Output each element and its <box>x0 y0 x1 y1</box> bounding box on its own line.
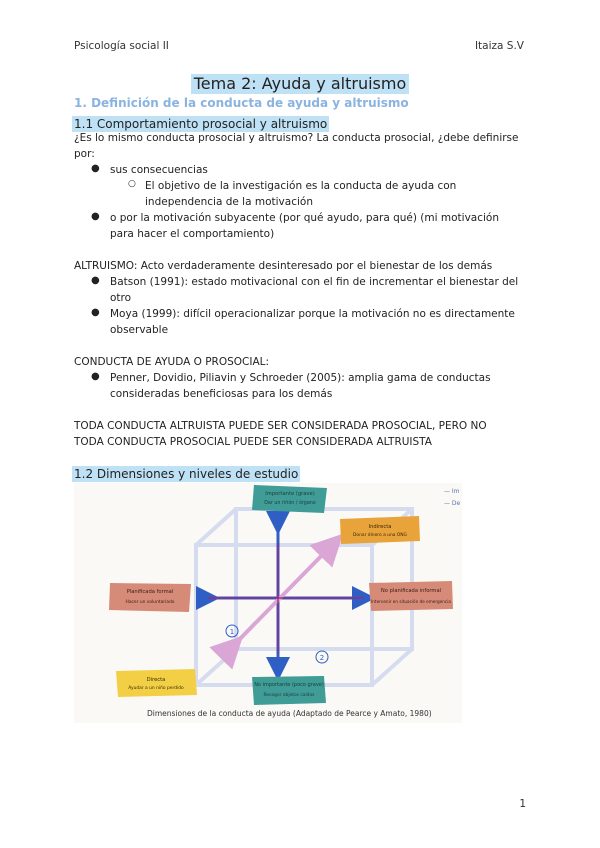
svg-text:Intervenir en situación de eme: Intervenir en situación de emergencia <box>371 599 451 604</box>
page-title: Tema 2: Ayuda y altruismo <box>191 74 410 94</box>
subsection-1-2-title: 1.2 Dimensiones y niveles de estudio <box>74 467 299 481</box>
bullet-dot: ● <box>91 307 100 318</box>
svg-text:1: 1 <box>229 628 235 636</box>
legend-1: — Im <box>444 488 460 495</box>
sub-bullet-line-1: El objetivo de la investigación es la conducta de ayuda con <box>145 180 457 192</box>
svg-text:Dar un riñón / órgano: Dar un riñón / órgano <box>264 501 316 506</box>
moya-line-2: observable <box>110 324 169 336</box>
altruismo-definition: ALTRUISMO: Acto verdaderamente desinteresado por el bienestar de los demás <box>74 260 493 272</box>
batson-line-2: otro <box>110 292 132 304</box>
bullet-consequences: sus consecuencias <box>110 164 208 176</box>
diagonal-axis <box>229 545 332 647</box>
conclusion-line-2: TODA CONDUCTA PROSOCIAL PUEDE SER CONSIDERADA ALTRUISTA <box>74 436 432 448</box>
batson-line-1: Batson (1991): estado motivacional con el fin de incrementar el bienestar del <box>110 276 519 288</box>
svg-text:2: 2 <box>319 654 325 662</box>
svg-text:Donar dinero a una ONG: Donar dinero a una ONG <box>353 533 407 538</box>
header-author: Itaiza S.V <box>474 40 524 52</box>
svg-text:Importante (grave): Importante (grave) <box>265 491 315 497</box>
subsection-1-2 <box>72 463 300 482</box>
bullet-motivation-line-2: para hacer el comportamiento) <box>110 228 275 240</box>
figure-caption: Dimensiones de la conducta de ayuda (Adaptado de Pearce y Amato, 1980) <box>147 709 432 718</box>
prosocial-definition: CONDUCTA DE AYUDA O PROSOCIAL: <box>74 356 270 368</box>
bullet-dot: ● <box>91 275 100 286</box>
penner-line-2: consideradas beneficiosas para los demás <box>110 388 333 400</box>
intro-line-1: ¿Es lo mismo conducta prosocial y altruismo? La conducta prosocial, ¿debe definirse <box>74 132 519 144</box>
title-wrap <box>0 74 600 94</box>
sticky-planned <box>109 583 191 612</box>
marker-2 <box>316 651 328 663</box>
conclusion-line-1: TODA CONDUCTA ALTRUISTA PUEDE SER CONSIDERADA PROSOCIAL, PERO NO <box>74 420 487 432</box>
intro-line-2: por: <box>74 148 95 160</box>
sticky-minor <box>252 676 326 705</box>
svg-text:Hacer un voluntariado: Hacer un voluntariado <box>125 600 175 605</box>
sub-bullet-line-2: independencia de la motivación <box>145 196 313 208</box>
bullet-dot: ● <box>91 211 100 222</box>
svg-text:No planificada informal: No planificada informal <box>380 588 442 594</box>
legend-2: — De <box>444 500 461 507</box>
svg-text:No importante (poco grave): No importante (poco grave) <box>254 682 324 688</box>
bullet-dot: ● <box>91 371 100 382</box>
sticky-unplanned <box>369 581 453 611</box>
bullet-motivation-line-1: o por la motivación subyacente (por qué ayudo, para qué) (mi motivación <box>110 212 499 224</box>
sticky-indirect <box>340 516 420 544</box>
sticky-direct <box>116 669 197 697</box>
dimensions-figure <box>74 483 462 723</box>
svg-text:Ayudar a un niño perdido: Ayudar a un niño perdido <box>128 686 184 691</box>
header-course: Psicología social II <box>74 40 169 52</box>
dimensions-diagram <box>74 483 462 723</box>
svg-text:Directa: Directa <box>146 677 166 683</box>
svg-text:Planificada formal: Planificada formal <box>126 589 174 595</box>
penner-line-1: Penner, Dovidio, Piliavin y Schroeder (2005): amplia gama de conductas <box>110 372 491 384</box>
moya-line-1: Moya (1999): difícil operacionalizar porque la motivación no es directamente <box>110 308 515 320</box>
sub-bullet-circle: ○ <box>128 179 136 189</box>
bullet-dot: ● <box>91 163 100 174</box>
subsection-1-1-title: 1.1 Comportamiento prosocial y altruismo <box>74 117 328 131</box>
svg-text:Recoger objetos caídos: Recoger objetos caídos <box>263 693 315 698</box>
sticky-important <box>252 485 327 513</box>
section-heading: 1. Definición de la conducta de ayuda y altruismo <box>74 96 409 110</box>
svg-text:Indirecta: Indirecta <box>368 524 392 530</box>
page-number: 1 <box>519 798 526 810</box>
